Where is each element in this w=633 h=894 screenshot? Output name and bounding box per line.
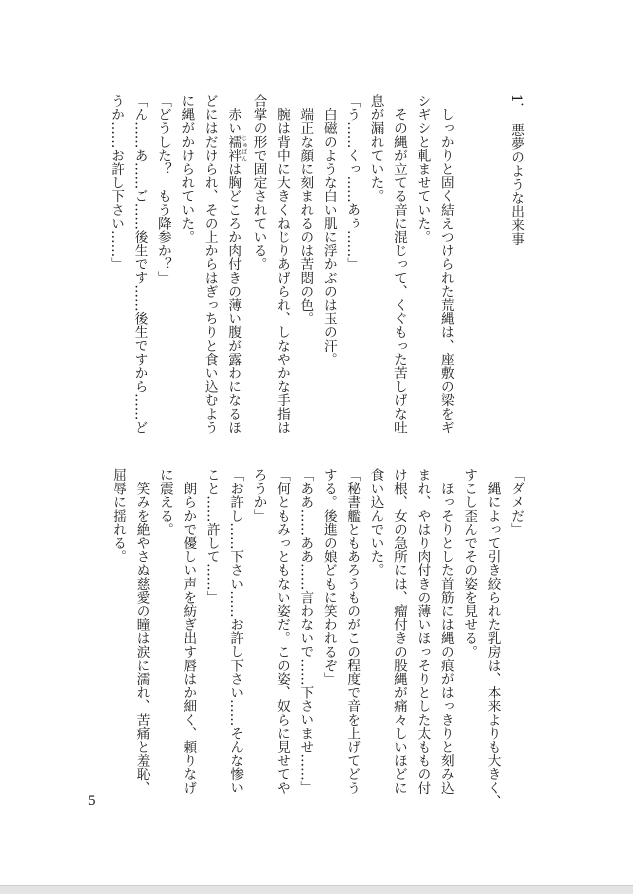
ruby-after: は胸どころか肉付きの薄い腹が露わになるほ	[225, 162, 242, 435]
text-line: 食い込んでいた。	[367, 468, 384, 577]
text-line-with-ruby	[221, 94, 246, 444]
text-line: 「何ともみっともない姿だ。この姿、奴らに見せてや	[273, 468, 290, 795]
text-line: に縄がかけられていた。	[178, 94, 195, 244]
spacer	[457, 94, 480, 444]
text-line: ろうか」	[250, 468, 267, 523]
text-line: 縄によって引き絞られた乳房は、本来よりも大きく、	[484, 468, 501, 808]
text-line: に震える。	[156, 468, 173, 536]
page-number: 5	[88, 793, 96, 809]
text-line: 朗らかで優しい声を紡ぎ出す唇はか細く、頼りなげ	[180, 468, 197, 795]
text-line: 「どうした？ もう降参か？」	[154, 94, 171, 285]
text-line: ほっそりとした首筋には縄の痕がはっきりと刻み込	[437, 468, 454, 795]
text-line: シギシと軋ませていた。	[414, 94, 431, 244]
text-line: 合掌の形で固定されている。	[250, 94, 267, 271]
text-line: 「ダメだ」	[508, 468, 524, 536]
text-line: 白磁のような白い肌に浮かぶのは玉の汗。	[320, 94, 337, 366]
text-line: 端正な顔に刻まれるのは苦悶の色。	[297, 94, 314, 326]
text-line: その縄が立てる音に混じって、くぐもった苦しげな吐	[390, 94, 407, 434]
text-line: 「ん……あ……ご……後生です……後生ですから……ど	[131, 94, 148, 434]
text-line: すこし歪んでその姿を見せる。	[461, 468, 478, 659]
text-line: け根、女の急所には、瘤付きの股縄が痛々しいほどに	[390, 468, 407, 795]
ruby-word	[225, 134, 247, 163]
text-line: 「う……くっ……あぅ……」	[344, 94, 361, 271]
text-line: 「秘書艦ともあろうものがこの程度で音を上げてどう	[344, 468, 361, 795]
text-line: する。後進の娘どもに笑われるぞ」	[320, 468, 337, 686]
text-line: まれ、やはり肉付きの薄いほっそりとした太ももの付	[414, 468, 431, 795]
text-line: 「ああ……ああ……言わないで……下さいませ……」	[297, 468, 314, 795]
spacer	[480, 94, 503, 444]
bottom-text-block	[106, 468, 527, 818]
text-line: どにはだけられ、その上からはぎっちりと食い込むよう	[201, 94, 218, 434]
text-line: うか……お許し下さい……」	[108, 94, 125, 271]
text-line: しっかりと固く結えつけられた荒縄は、座敷の梁をギ	[437, 94, 454, 434]
ruby-before: 赤い	[225, 94, 242, 135]
text-line: こと……許して……」	[203, 468, 220, 604]
chapter-title: 1． 悪夢のような出来事	[508, 94, 524, 246]
text-line: 腕は背中に大きくねじりあげられ、しなやかな手指は	[273, 94, 290, 434]
text-line: 息が漏れていた。	[367, 94, 384, 203]
text-line: 屈辱に揺れる。	[110, 468, 127, 564]
ruby-base: 襦袢	[225, 134, 242, 163]
viewer-bottom-bar	[0, 885, 633, 894]
ruby-reading: じゅばん	[239, 134, 247, 162]
text-line: 「お許し……下さい……お許し下さい……そんな惨い	[227, 468, 244, 795]
text-line: 笑みを絶やさぬ慈愛の瞳は涙に濡れ、苦痛と羞恥、	[133, 468, 150, 795]
top-text-block	[104, 94, 527, 444]
